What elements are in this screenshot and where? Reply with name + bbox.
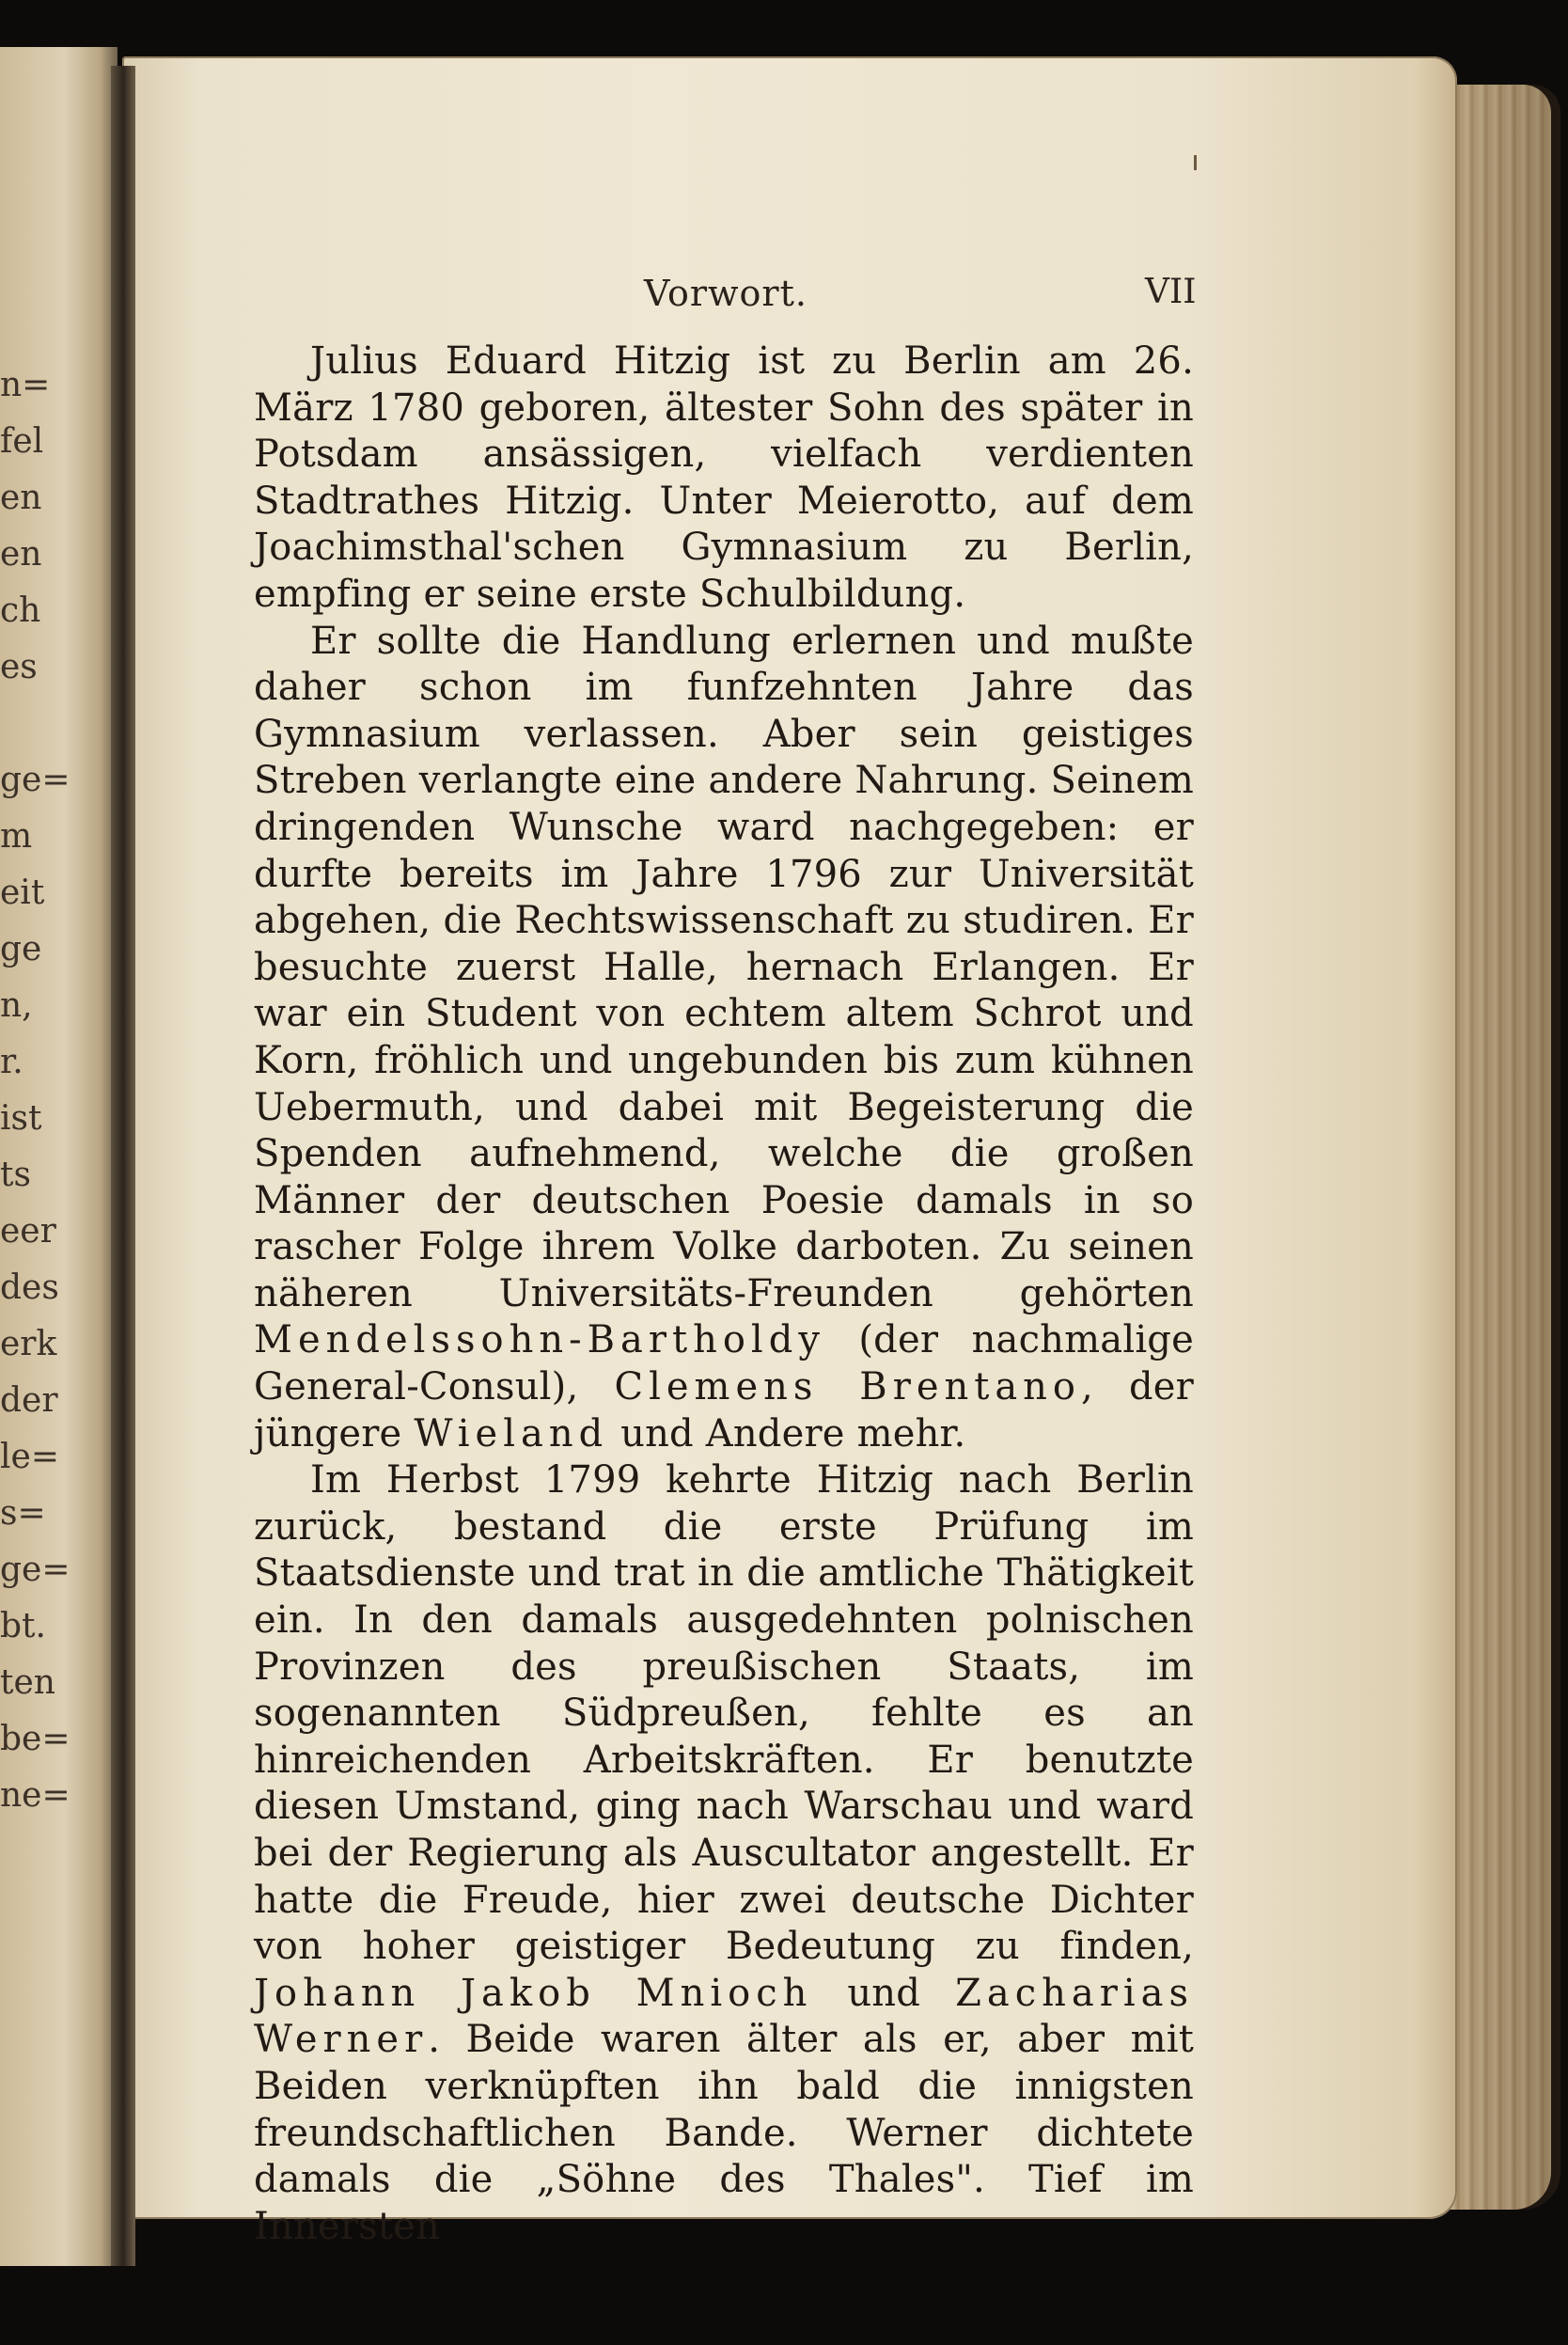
left-page-fragment: le=: [0, 1438, 59, 1476]
text-segment: . Beide waren älter als er, aber mit Beiden verknüpften ihn bald die innigsten freundschaftlichen Bande. Werner dichtete damals die „Söhne des Thales". Tief im Innersten: [254, 2018, 1194, 2248]
left-page-fragment: des: [0, 1268, 59, 1307]
left-page-fragment: en: [0, 535, 42, 574]
left-page-fragment: ge: [0, 930, 42, 968]
text-segment: (der nachmalige General-Consul),: [254, 1318, 1194, 1409]
book-page: [122, 56, 1457, 2248]
left-page-fragment: erk: [0, 1325, 57, 1363]
left-page-fragment: ge=: [0, 1550, 71, 1589]
left-page-fragment: ts: [0, 1156, 31, 1194]
emphasized-name: Wieland: [414, 1411, 609, 1456]
text-segment: , der jüngere: [254, 1365, 1194, 1456]
left-page-fragment: eer: [0, 1212, 56, 1251]
left-page-fragment: m: [0, 817, 33, 856]
left-page-fragment: be=: [0, 1720, 71, 1758]
paragraph: [254, 1457, 1194, 2250]
emphasized-name: Mendelssohn-Bartholdy: [254, 1318, 825, 1362]
text-segment: Er sollte die Handlung erlernen und mußte daher schon im funfzehnten Jahre das Gymnasium verlassen. Aber sein geistiges Streben verlangte eine andere Nahrung. Seinem dringenden Wunsche ward nachgegeben: er durfte bereits im Jahre 1796 zur Universität abgehen, die Rechtswissenschaft zu studiren. Er besuchte zuerst Halle, hernach Erlangen. Er war ein Student von echtem altem Schrot und Korn, fröhlich und ungebunden bis zum kühnen Uebermuth, und dabei mit Begeisterung die Spenden aufnehmend, welche die großen Männer der deutschen Poesie damals in so rascher Folge ihrem Volke darboten. Zu seinen näheren Universitäts-Freunden gehörten: [254, 619, 1194, 1315]
left-page-fragment: s=: [0, 1494, 46, 1533]
emphasized-name: Zacharias Werner: [254, 1971, 1195, 2062]
text-segment: und Andere mehr.: [608, 1411, 966, 1456]
left-page-fragment: ten: [0, 1663, 55, 1702]
left-page-fragment: fel: [0, 422, 44, 461]
emphasized-name: Clemens Brentano: [614, 1365, 1082, 1409]
book-gutter: [111, 66, 135, 2266]
left-page-fragment: ne=: [0, 1776, 71, 1815]
left-page-fragment: es: [0, 648, 38, 686]
paragraph: [254, 619, 1194, 1458]
left-page-text-fragments: [0, 357, 71, 1824]
left-page-fragment: [0, 696, 56, 752]
left-page-fragment: ge=: [0, 761, 71, 799]
text-segment: Julius Eduard Hitzig ist zu Berlin am 26. März 1780 geboren, ältester Sohn des später in Potsdam ansässigen, vielfach verdienten Stadtrathes Hitzig. Unter Meierotto, auf dem Joachimsthal'schen Gymnasium zu Berlin, empfing er seine erste Schulbildung.: [254, 339, 1194, 616]
left-page-fragment: n,: [0, 986, 33, 1025]
left-page-fragment: r.: [0, 1043, 24, 1081]
running-head-title: Vorwort.: [644, 273, 808, 314]
page-mark: [1194, 155, 1197, 170]
emphasized-name: Johann Jakob Mnioch: [254, 1971, 813, 2015]
left-page-fragment: eit: [0, 873, 45, 912]
left-page-fragment: n=: [0, 366, 51, 404]
text-segment: und: [812, 1971, 956, 2015]
running-head: [122, 273, 1457, 329]
left-page-fragment: bt.: [0, 1607, 46, 1645]
text-segment: Im Herbst 1799 kehrte Hitzig nach Berlin zurück, bestand die erste Prüfung im Staatsdienste und trat in die amtliche Thätigkeit ein. In den damals ausgedehnten polnischen Provinzen des preußischen Staats, im sogenannten Südpreußen, fehlte es an hinreichenden Arbeitskräften. Er benutzte diesen Umstand, ging nach Warschau und ward bei der Regierung als Auscultator angestellt. Er hatte die Freude, hier zwei deutsche Dichter von hoher geistiger Bedeutung zu finden,: [254, 1458, 1194, 1969]
left-page-fragment: ist: [0, 1099, 42, 1138]
left-page-fragment: ch: [0, 591, 41, 630]
left-page-fragment: der: [0, 1381, 58, 1420]
left-page-fragment: en: [0, 479, 42, 517]
page-number: VII: [1145, 273, 1197, 311]
body-text: [254, 338, 1194, 2250]
paragraph: [254, 338, 1194, 619]
